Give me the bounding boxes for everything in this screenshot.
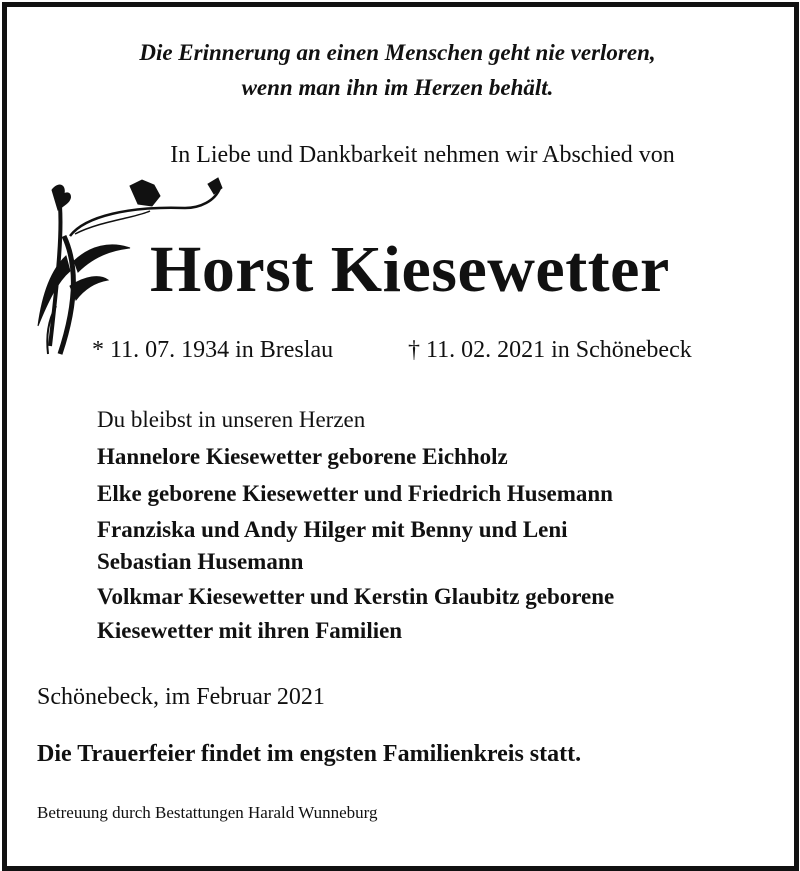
birth-date: * 11. 07. 1934 in Breslau (92, 337, 334, 363)
place-and-date: Schönebeck, im Februar 2021 (37, 684, 325, 710)
quote-line-1: Die Erinnerung an einen Menschen geht nie verloren, (139, 40, 656, 65)
mourner-line: Elke geborene Kiesewetter und Friedrich Husemann (97, 481, 613, 506)
death-date: † 11. 02. 2021 in Schönebeck (408, 337, 692, 363)
mourner-line: Sebastian Husemann (97, 549, 304, 574)
undertaker-credit: Betreuung durch Bestattungen Harald Wunneburg (37, 803, 378, 822)
mourner-line: Hannelore Kiesewetter geborene Eichholz (97, 444, 508, 469)
mourner-line: Kiesewetter mit ihren Familien (97, 618, 403, 643)
deceased-name: Horst Kiesewetter (150, 233, 670, 306)
intro-text: In Liebe und Dankbarkeit nehmen wir Abschied von (170, 142, 675, 168)
mourners-heading: Du bleibst in unseren Herzen (97, 407, 366, 432)
quote-line-2: wenn man ihn im Herzen behält. (241, 75, 554, 100)
funeral-notice: Die Trauerfeier findet im engsten Familienkreis statt. (37, 741, 582, 767)
mourner-line: Franziska und Andy Hilger mit Benny und Leni (97, 517, 568, 542)
mourner-line: Volkmar Kiesewetter und Kerstin Glaubitz geborene (97, 584, 615, 609)
